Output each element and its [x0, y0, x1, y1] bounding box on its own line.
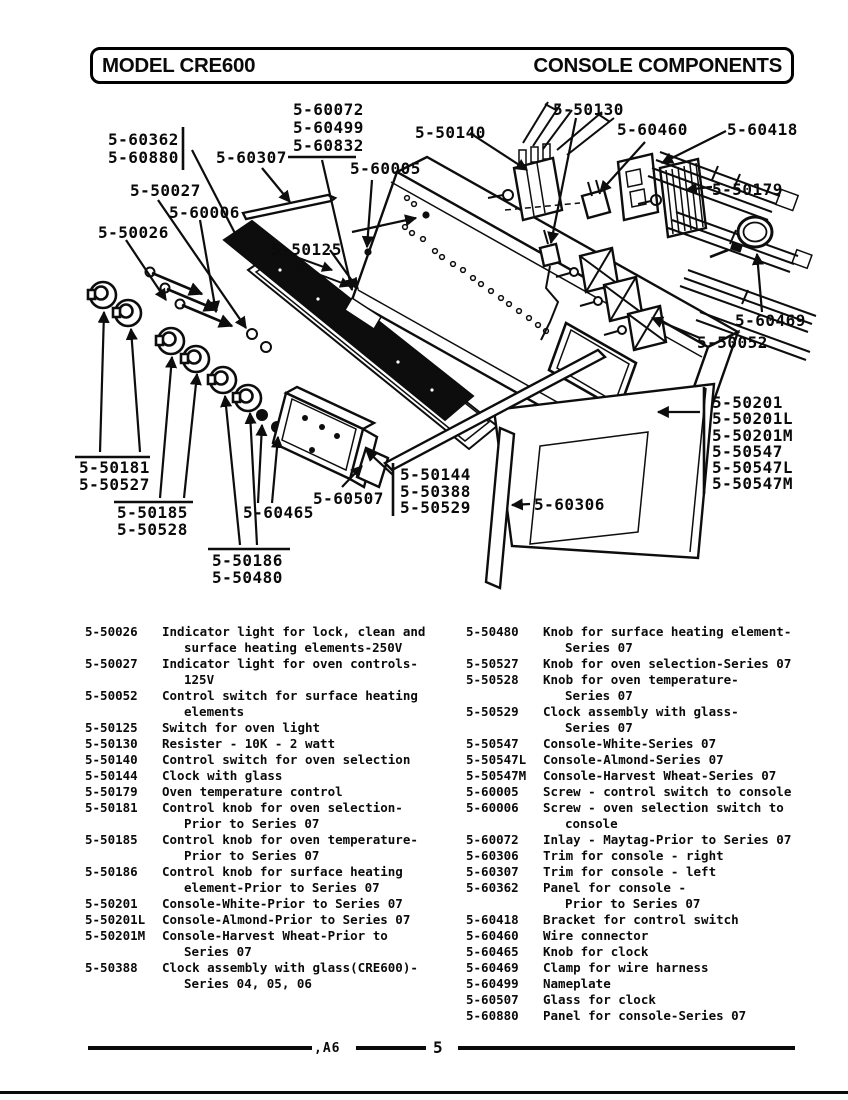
part-description: Console-Harvest Wheat-Prior to Series 07	[162, 928, 388, 959]
parts-list-entry	[85, 720, 465, 736]
parts-list-entry	[85, 688, 465, 720]
part-label: 5-50201M	[712, 426, 794, 445]
parts-list-entry	[466, 1008, 812, 1024]
part-label: 5-50130	[553, 100, 624, 119]
part-number: 5-60005	[466, 784, 519, 799]
part-description: Inlay - Maytag-Prior to Series 07	[543, 832, 792, 847]
part-description: Bracket for control switch	[543, 912, 739, 927]
model-label: MODEL CRE600	[102, 53, 256, 77]
part-description: Control switch for oven selection	[162, 752, 411, 767]
parts-list-entry	[85, 656, 465, 688]
part-description: Clock assembly with glass- Series 07	[543, 704, 739, 735]
parts-list-entry	[466, 912, 812, 928]
part-label: 5-60469	[735, 311, 806, 330]
part-label: 5-60072	[293, 100, 364, 119]
part-description: Nameplate	[543, 976, 611, 991]
parts-list-right-column	[466, 624, 812, 1024]
part-description: Indicator light for lock, clean and surface heating elements-250V	[162, 624, 426, 655]
part-number: 5-60006	[466, 800, 519, 815]
part-label: 5-50186	[212, 551, 283, 570]
part-number: 5-50201L	[85, 912, 146, 927]
part-label: 5-60362	[108, 130, 179, 149]
part-description: Console-Almond-Prior to Series 07	[162, 912, 411, 927]
part-label: 5-50547M	[712, 474, 794, 493]
part-label: 5-60418	[727, 120, 798, 139]
part-label: 5-50026	[98, 223, 169, 242]
parts-list-entry	[466, 624, 812, 656]
part-number: 5-60880	[466, 1008, 519, 1023]
part-number: 5-50144	[85, 768, 138, 783]
parts-list-entry	[85, 928, 465, 960]
part-number: 5-60465	[466, 944, 519, 959]
parts-list-entry	[85, 768, 465, 784]
part-description: Switch for oven light	[162, 720, 321, 735]
parts-list-entry	[85, 896, 465, 912]
part-number: 5-50026	[85, 624, 138, 639]
part-description: Console-White-Prior to Series 07	[162, 896, 403, 911]
footer-rule-right	[458, 1046, 795, 1050]
footer-rule-left	[88, 1046, 312, 1050]
part-description: Knob for oven selection-Series 07	[543, 656, 792, 671]
parts-list-entry	[466, 736, 812, 752]
part-number: 5-50201M	[85, 928, 146, 943]
part-number: 5-50480	[466, 624, 519, 639]
parts-list-entry	[466, 976, 812, 992]
part-description: Control knob for oven temperature- Prior to Series 07	[162, 832, 418, 863]
part-description: Trim for console - left	[543, 864, 717, 879]
parts-list-entry	[85, 800, 465, 832]
part-label: 5-50179	[712, 180, 783, 199]
part-description: Glass for clock	[543, 992, 656, 1007]
part-description: Control knob for oven selection- Prior to Series 07	[162, 800, 403, 831]
parts-list-entry	[466, 880, 812, 912]
part-label: 5-50052	[697, 333, 768, 352]
footer-rule-middle	[356, 1046, 426, 1050]
parts-list-entry	[466, 944, 812, 960]
part-number: 5-50547L	[466, 752, 527, 767]
part-label: 5-50201L	[712, 409, 794, 428]
parts-list-left-column	[85, 624, 465, 992]
part-description: Control knob for surface heating element-Prior to Series 07	[162, 864, 403, 895]
part-number: 5-60469	[466, 960, 519, 975]
part-label: 5-60880	[108, 148, 179, 167]
parts-list-entry	[466, 960, 812, 976]
part-description: Console-White-Series 07	[543, 736, 717, 751]
part-number: 5-60460	[466, 928, 519, 943]
part-description: Trim for console - right	[543, 848, 724, 863]
part-number: 5-60072	[466, 832, 519, 847]
part-description: Oven temperature control	[162, 784, 343, 799]
part-label: 5-50201	[712, 393, 783, 412]
parts-list-entry	[466, 656, 812, 672]
part-number: 5-50529	[466, 704, 519, 719]
part-label: 5-50528	[117, 520, 188, 539]
part-label: 5-50529	[400, 498, 471, 517]
part-number: 5-50179	[85, 784, 138, 799]
part-description: Screw - control switch to console	[543, 784, 792, 799]
part-description: Clamp for wire harness	[543, 960, 709, 975]
part-label: 5-50027	[130, 181, 201, 200]
part-label: 5-50125	[271, 240, 342, 259]
part-label: 5-50547	[712, 442, 783, 461]
part-label: 5-50527	[79, 475, 150, 494]
footer-page-number: 5	[433, 1038, 443, 1057]
part-description: Control switch for surface heating elements	[162, 688, 418, 719]
part-label: 5-60499	[293, 118, 364, 137]
parts-list-entry	[466, 864, 812, 880]
parts-list-entry	[466, 832, 812, 848]
part-label: 5-50388	[400, 482, 471, 501]
part-number: 5-50052	[85, 688, 138, 703]
parts-list-entry	[466, 672, 812, 704]
footer-doc-code: ,A6	[314, 1041, 341, 1056]
parts-list-entry	[85, 864, 465, 896]
part-number: 5-60507	[466, 992, 519, 1007]
parts-list-entry	[85, 624, 465, 656]
part-label: 5-50185	[117, 503, 188, 522]
part-number: 5-50547	[466, 736, 519, 751]
part-description: Console-Harvest Wheat-Series 07	[543, 768, 777, 783]
part-label: 5-60465	[243, 503, 314, 522]
parts-list-entry	[85, 960, 465, 992]
part-label: 5-60460	[617, 120, 688, 139]
part-number: 5-50186	[85, 864, 138, 879]
parts-list-entry	[466, 784, 812, 800]
part-label: 5-50480	[212, 568, 283, 587]
bottom-page-rule	[0, 1091, 848, 1094]
part-label: 5-60005	[350, 159, 421, 178]
part-label: 5-60307	[216, 148, 287, 167]
part-number: 5-50130	[85, 736, 138, 751]
part-label: 5-50144	[400, 465, 471, 484]
part-description: Panel for console-Series 07	[543, 1008, 747, 1023]
part-label: 5-50140	[415, 123, 486, 142]
parts-list-entry	[466, 848, 812, 864]
parts-list-entry	[85, 736, 465, 752]
parts-list-entry	[85, 752, 465, 768]
part-number: 5-60307	[466, 864, 519, 879]
part-label: 5-60306	[534, 495, 605, 514]
part-number: 5-60418	[466, 912, 519, 927]
parts-list-entry	[466, 928, 812, 944]
parts-list-entry	[85, 912, 465, 928]
part-number: 5-50547M	[466, 768, 527, 783]
part-number: 5-50181	[85, 800, 138, 815]
control-knobs	[88, 282, 307, 456]
part-description: Clock assembly with glass(CRE600)- Series 04, 05, 06	[162, 960, 418, 991]
part-description: Wire connector	[543, 928, 649, 943]
parts-list-entry	[466, 768, 812, 784]
parts-list-entry	[466, 800, 812, 832]
part-description: Panel for console - Prior to Series 07	[543, 880, 701, 911]
part-number: 5-50125	[85, 720, 138, 735]
part-label: 5-60507	[313, 489, 384, 508]
part-label: 5-50181	[79, 458, 150, 477]
parts-list-entry	[466, 752, 812, 768]
part-description: Resister - 10K - 2 watt	[162, 736, 336, 751]
part-number: 5-50527	[466, 656, 519, 671]
part-number: 5-60362	[466, 880, 519, 895]
part-number: 5-50027	[85, 656, 138, 671]
part-description: Clock with glass	[162, 768, 283, 783]
parts-list-entry	[85, 784, 465, 800]
part-label: 5-60832	[293, 136, 364, 155]
parts-list-entry	[466, 992, 812, 1008]
parts-list-entry	[466, 704, 812, 736]
part-description: Knob for clock	[543, 944, 649, 959]
part-number: 5-60306	[466, 848, 519, 863]
parts-list-entry	[85, 832, 465, 864]
part-number: 5-50528	[466, 672, 519, 687]
part-number: 5-50201	[85, 896, 138, 911]
part-description: Indicator light for oven controls- 125V	[162, 656, 418, 687]
part-number: 5-50185	[85, 832, 138, 847]
page-title: CONSOLE COMPONENTS	[533, 53, 782, 77]
part-description: Console-Almond-Series 07	[543, 752, 724, 767]
part-number: 5-50140	[85, 752, 138, 767]
part-number: 5-60499	[466, 976, 519, 991]
console-panel-variants	[494, 384, 714, 558]
part-label: 5-60006	[169, 203, 240, 222]
part-description: Knob for surface heating element- Series 07	[543, 624, 792, 655]
part-label: 5-50547L	[712, 458, 794, 477]
part-description: Knob for oven temperature- Series 07	[543, 672, 739, 703]
part-number: 5-50388	[85, 960, 138, 975]
part-description: Screw - oven selection switch to console	[543, 800, 784, 831]
